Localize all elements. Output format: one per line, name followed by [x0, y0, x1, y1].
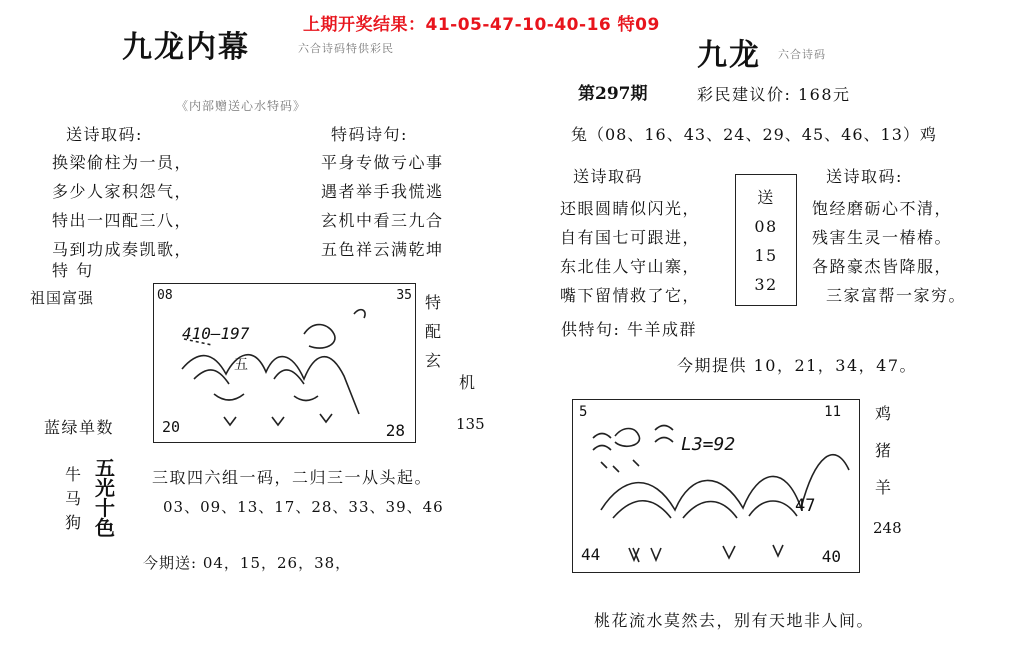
right-poem-left-line: 自有国七可跟进， — [560, 228, 701, 247]
left-box-tl: 08 — [157, 288, 173, 303]
color-chars — [95, 458, 115, 538]
special-phrase: 供特句: 牛羊成群 — [561, 320, 697, 339]
side-char: 配 — [425, 322, 443, 341]
left-side-chars — [425, 288, 443, 375]
color-char: 色 — [95, 516, 115, 540]
today-send: 今期送: 04，15，26，38， — [143, 554, 352, 572]
issue-number: 第297期 — [578, 84, 648, 104]
color-char: 五 — [95, 456, 115, 480]
today-provide: 今期提供 10，21，34，47。 — [677, 356, 918, 375]
tema-heading: 特码诗句: — [331, 125, 408, 144]
right-side-animals — [875, 395, 893, 506]
special-label: 特 句 — [52, 261, 94, 280]
right-box-mid-num: 47 — [795, 496, 816, 516]
right-poem-left — [560, 194, 700, 310]
closing-line: 桃花流水莫然去，别有天地非人间。 — [594, 611, 875, 630]
side-char: 特 — [425, 293, 443, 312]
right-poem-left-line: 还眼圆睛似闪光， — [560, 199, 701, 218]
color-char: 光 — [95, 476, 115, 500]
right-poem-right-line: 残害生灵一椿椿。 — [812, 228, 953, 247]
right-title: 九龙 — [697, 38, 761, 73]
right-poem-heading-left: 送诗取码 — [573, 167, 644, 186]
send-box-label: 送 — [757, 188, 775, 207]
left-hint-box — [153, 283, 416, 443]
right-poem-heading-right: 送诗取码: — [826, 167, 903, 186]
right-side-value: 248 — [873, 519, 902, 537]
right-poem-right-line: 饱经磨砺心不清， — [812, 199, 953, 218]
rabbit-rooster-line: 兔（08、16、43、24、29、45、46、13）鸡 — [571, 125, 937, 144]
side-animal: 猪 — [875, 441, 893, 460]
right-poem-right — [812, 194, 966, 310]
left-box-tr: 35 — [396, 288, 412, 303]
side-char: 玄 — [425, 351, 443, 370]
animal-list — [65, 463, 83, 535]
left-box-br: 28 — [385, 421, 405, 440]
animal: 牛 — [65, 465, 83, 484]
left-subtitle: 六合诗码特供彩民 — [298, 42, 394, 55]
right-subtitle: 六合诗码 — [778, 48, 826, 61]
left-poem-line: 换梁偷柱为一员， — [52, 153, 193, 172]
lanlv-value: 135 — [456, 415, 485, 433]
left-box-bl: 20 — [162, 418, 181, 436]
right-box-tr: 11 — [824, 404, 841, 420]
right-box-br: 40 — [821, 547, 841, 566]
side-animal: 鸡 — [875, 404, 893, 423]
side-animal: 羊 — [875, 478, 893, 497]
left-poem-line: 马到功成奏凯歌， — [52, 240, 193, 259]
right-poem-right-line: 各路豪杰皆降服， — [812, 257, 953, 276]
left-side-char-bottom: 机 — [459, 373, 477, 392]
right-poem-right-line: 三家富帮一家穷。 — [826, 286, 967, 305]
right-hint-box — [572, 399, 860, 573]
left-poem — [52, 148, 192, 264]
suggested-price: 彩民建议价: 168元 — [697, 85, 851, 104]
animal: 狗 — [65, 513, 83, 532]
left-box-sketch-text: 410—197 — [182, 324, 250, 343]
right-sketch-drawing — [573, 400, 859, 572]
send-box-number: 08 — [754, 217, 778, 236]
color-char: 十 — [95, 496, 115, 520]
right-poem-left-line: 东北佳人守山寨， — [560, 257, 701, 276]
send-box-number: 32 — [754, 275, 778, 294]
left-title: 九龙内幕 — [122, 30, 250, 65]
tema-line: 平身专做亏心事 — [321, 153, 444, 172]
left-sketch-drawing — [154, 284, 415, 442]
left-poem-line: 特出一四配三八， — [52, 211, 193, 230]
left-poem-heading: 送诗取码: — [66, 125, 143, 144]
last-draw-result: 上期开奖结果：41-05-47-10-40-16 特09 — [303, 15, 660, 35]
right-poem-left-line: 嘴下留情救了它， — [560, 286, 701, 305]
right-box-sketch-text: L3=92 — [681, 434, 736, 455]
tema-line: 玄机中看三九合 — [321, 211, 444, 230]
rule-text: 三取四六组一码，二归三一从头起。 — [152, 468, 433, 487]
send-box — [735, 174, 797, 306]
left-box-mid-char: 五 — [234, 357, 248, 373]
tema-poem — [321, 148, 444, 264]
tema-line: 遇者举手我慌逃 — [321, 182, 444, 201]
right-box-tl: 5 — [579, 404, 588, 420]
left-tagline: 《内部赠送心水特码》 — [176, 99, 307, 113]
right-box-bl: 44 — [581, 545, 601, 564]
left-poem-line: 多少人家积怨气， — [52, 182, 193, 201]
send-box-number: 15 — [754, 246, 778, 265]
animal: 马 — [65, 489, 83, 508]
lanlv-label: 蓝绿单数 — [44, 418, 115, 437]
numbers-line: 03、09、13、17、28、33、39、46 — [163, 498, 444, 516]
tema-line: 五色祥云满乾坤 — [321, 240, 444, 259]
special-text: 祖国富强 — [30, 289, 95, 307]
